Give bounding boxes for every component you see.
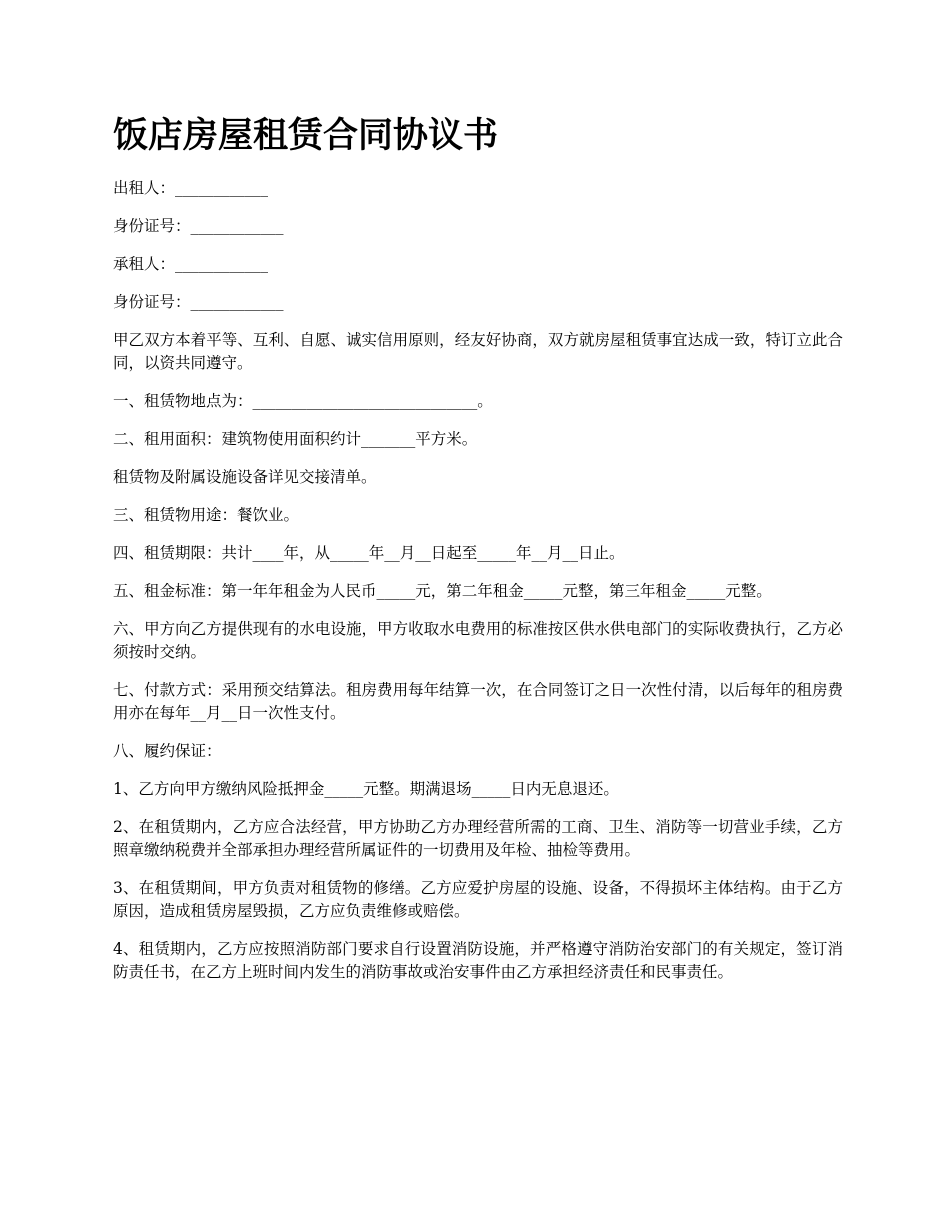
clause-1-location: 一、租赁物地点为：_____________________________。 <box>113 392 493 410</box>
paragraph-lessor: 出租人：____________ <box>113 179 269 197</box>
paragraph-lessee-id: 身份证号：____________ <box>113 293 284 311</box>
paragraph-lessor-id: 身份证号：____________ <box>113 217 284 235</box>
paragraph-facilities-list: 租赁物及附属设施设备详见交接清单。 <box>113 468 377 486</box>
clause-4-term: 四、租赁期限：共计____年，从_____年__月__日起至_____年__月__日止。 <box>113 544 625 562</box>
guarantee-item-4: 4、租赁期内，乙方应按照消防部门要求自行设置消防设施，并严格遵守消防治安部门的有关规定，签订消防责任书，在乙方上班时间内发生的消防事故或治安事件由乙方承担经济责任和民事责任。 <box>113 940 843 981</box>
paragraph-lessee: 承租人：____________ <box>113 255 269 273</box>
document-body <box>113 177 843 999</box>
clause-3-usage: 三、租赁物用途：餐饮业。 <box>113 506 300 524</box>
document-title: 饭店房屋租赁合同协议书 <box>113 116 499 156</box>
clause-8-guarantee: 八、履约保证： <box>113 742 222 760</box>
paragraph-preamble: 甲乙双方本着平等、互利、自愿、诚实信用原则，经友好协商，双方就房屋租赁事宜达成一致，特订立此合同，以资共同遵守。 <box>113 331 843 372</box>
clause-5-rent: 五、租金标准：第一年年租金为人民币_____元，第二年租金_____元整，第三年租金_____元整。 <box>113 582 772 600</box>
clause-7-payment: 七、付款方式：采用预交结算法。租房费用每年结算一次，在合同签订之日一次性付清，以后每年的租房费用亦在每年__月__日一次性支付。 <box>113 681 843 722</box>
guarantee-item-1: 1、乙方向甲方缴纳风险抵押金_____元整。期满退场_____日内无息退还。 <box>113 780 619 798</box>
guarantee-item-2: 2、在租赁期内，乙方应合法经营，甲方协助乙方办理经营所需的工商、卫生、消防等一切营业手续，乙方照章缴纳税费并全部承担办理经营所属证件的一切费用及年检、抽检等费用。 <box>113 818 843 859</box>
guarantee-item-3: 3、在租赁期间，甲方负责对租赁物的修缮。乙方应爱护房屋的设施、设备，不得损坏主体结构。由于乙方原因，造成租赁房屋毁损，乙方应负责维修或赔偿。 <box>113 879 843 920</box>
clause-6-utilities: 六、甲方向乙方提供现有的水电设施，甲方收取水电费用的标准按区供水供电部门的实际收费执行，乙方必须按时交纳。 <box>113 620 843 661</box>
clause-2-area: 二、租用面积：建筑物使用面积约计_______平方米。 <box>113 430 478 448</box>
